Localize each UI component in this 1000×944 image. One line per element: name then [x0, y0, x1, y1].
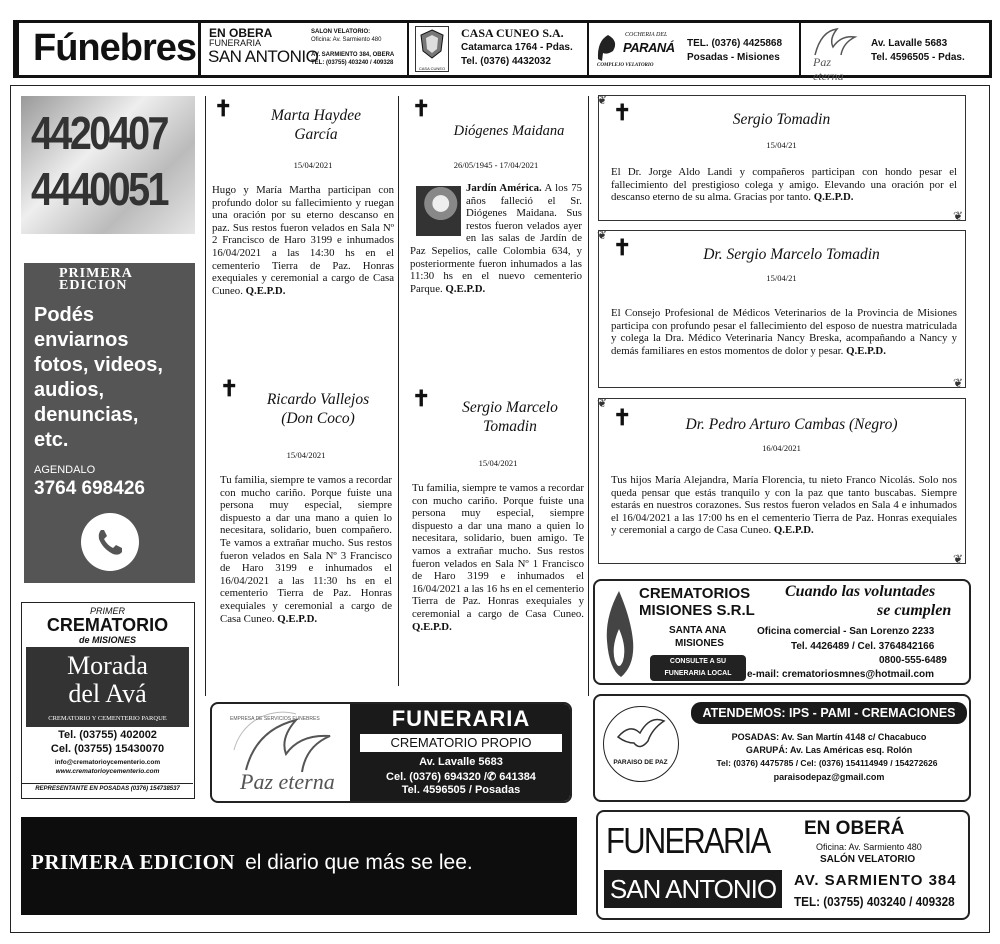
obituary-body: Jardín América. A los 75 años falleció el Sr. Diógenes Maidana. Sus restos fueron velados ayer en las salas de Jardín de Paz Sepelios, calle Colombia 634, y posteriormente fueron inhumados a las 11:30 hs en el nuevo cementerio Parque. Q.E.P.D. — [410, 182, 583, 295]
cross-icon: ✝ — [613, 235, 632, 260]
column-divider — [398, 96, 399, 686]
obituary-body: Tu familia, siempre te vamos a recordar con mucho cariño. Porque fuiste una persona muy especial, siempre dispuesto a dar una mano a quien lo necesitara, solidario, buen compañero. Te vamos a extrañar mucho. Sus restos fueron velados en Sala Nº 3 Francisco de Haro 3199 e inhumados el 16/04/2021 a las 11:30 hs en el cementerio Tierra de Paz. Honras exequiales y ceremonial a cargo de Casa Cuneo. Q.E.P.D. — [220, 474, 392, 625]
funeraria-tel: Tel. 4596505 / Posadas — [401, 784, 521, 796]
primera-banner-text — [31, 850, 473, 875]
cuneo-seal-icon — [415, 26, 449, 72]
parana-logo-sub: COMPLEJO VELATORIO — [597, 63, 654, 68]
morada-name-2: del Avá — [68, 679, 147, 708]
paraiso-de-paz-ad[interactable] — [593, 694, 971, 802]
obituary-sergio-marcelo — [412, 388, 584, 633]
obituary-name: Ricardo Vallejos (Don Coco) — [266, 391, 370, 427]
paraiso-logo-text: PARAISO DE PAZ — [613, 759, 668, 766]
paz-eterna-logo-text: Paz eterna — [240, 769, 335, 794]
san-antonio-small4: TEL: (03755) 403240 / 409328 — [311, 60, 394, 66]
cross-icon: ✝ — [220, 376, 239, 401]
paraiso-email: paraisodepaz@gmail.com — [773, 772, 885, 782]
crematorios-misiones: MISIONES — [675, 638, 724, 649]
crematorios-misiones-ad[interactable] — [593, 579, 971, 685]
boxed-obituary-date: 15/04/21 — [766, 140, 797, 150]
corner-ornament-icon: ❦ — [597, 396, 608, 410]
paraiso-logo-icon — [603, 706, 679, 782]
crematorios-name2: MISIONES S.R.L — [639, 602, 755, 619]
primera-message — [34, 303, 163, 453]
paz-eterna-dove-logo — [226, 710, 346, 798]
morada-crematorio: CREMATORIO — [46, 615, 169, 635]
obituary-name: Sergio Marcelo Tomadin — [462, 399, 558, 435]
paraiso-posadas: POSADAS: Av. San Martín 4148 c/ Chacabuco — [731, 732, 927, 742]
san-antonio-oficina: Oficina: Av. Sarmiento 480 — [816, 842, 922, 852]
crematorios-slogan2: se cumplen — [877, 602, 952, 619]
obituary-diogenes — [410, 98, 582, 295]
primera-message-line: denuncias, — [34, 404, 139, 426]
obituary-date: 15/04/2021 — [293, 160, 333, 170]
paz-eterna-address: Av. Lavalle 5683 — [871, 38, 948, 49]
obituary-ricardo — [220, 378, 392, 625]
cross-icon: ✝ — [412, 96, 431, 121]
obituary-date: 26/05/1945 - 17/04/2021 — [453, 160, 539, 170]
cuneo-name: CASA CUNEO S.A. — [461, 26, 564, 40]
boxed-obituary-body: El Dr. Jorge Aldo Landi y compañeros participan con hondo pesar el fallecimiento del prestigioso colega y amigo. Elevando una oración por el descanso eterno de su alma. Gracias por tanto. Q.E.P.D. — [611, 166, 957, 204]
primera-banner-brand: PRIMERA EDICION — [31, 850, 236, 874]
san-antonio-address: AV. SARMIENTO 384 — [794, 872, 957, 889]
boxed-obituary-date: 15/04/21 — [766, 273, 797, 283]
obituary-name: Marta Haydee García — [271, 107, 361, 143]
parana-city: Posadas - Misiones — [687, 52, 780, 63]
san-antonio-big-ad[interactable] — [596, 810, 970, 920]
obituary-date: 15/04/2021 — [478, 458, 518, 468]
section-title-box — [13, 20, 198, 78]
corner-ornament-icon: ❦ — [953, 376, 964, 390]
crematorios-tel: Tel. 4426489 / Cel. 3764842166 — [791, 641, 935, 652]
san-antonio-name: SAN ANTONIO — [604, 870, 782, 908]
morada-name-1: Morada — [67, 651, 148, 680]
san-antonio-small3: AV. SARMIENTO 384, OBERA — [311, 52, 395, 58]
column-divider — [205, 96, 206, 696]
obituary-date: 15/04/2021 — [286, 450, 326, 460]
primera-message-line: Podés — [34, 304, 95, 326]
obituary-body: Tu familia, siempre te vamos a recordar con mucho cariño. Porque fuiste una persona muy especial, siempre dispuesto a dar una mano a quien lo necesitara, solidario, buen amigo. Te vamos a extrañar mucho. Sus restos fueron velados en Sala Nº 1 Francisco de Haro 3199 e inhumados el 16/04/2021 a las 16 hs en el cementerio Tierra de Paz. Honras exequiales y ceremonial a cargo de Casa Cuneo. Q.E.P.D. — [412, 482, 584, 633]
morada-email: info@crematorioycementerio.com — [54, 759, 161, 766]
primera-logo-bottom: EDICION — [59, 278, 128, 293]
cross-icon: ✝ — [613, 100, 632, 125]
cuneo-address: Catamarca 1764 - Pdas. — [461, 42, 573, 53]
crematorios-santa-ana: SANTA ANA — [669, 625, 727, 636]
paraiso-garupa: GARUPÁ: Av. Las Américas esq. Rolón — [745, 745, 913, 755]
parana-logo-small: COCHERIA DEL — [625, 32, 668, 38]
boxed-obituary-body: Tus hijos María Alejandra, María Florencia, tu nieto Franco Nicolás. Solo nos queda pensar que estás tranquilo y con la paz que tanto buscabas. Siempre estarás en nuestros corazones. Sus restos fueron velados en Sala 4 e inhumados el 16/04/2021 a las 17:00 hs en el cementerio Tierra de Paz. Honras exequiales y ceremonial a cargo de Casa Cuneo. Q.E.P.D. — [611, 474, 957, 537]
boxed-obituary-date: 16/04/2021 — [762, 443, 801, 453]
header-ad-parana[interactable] — [589, 23, 801, 75]
crematorios-slogan1: Cuando las voluntades — [785, 583, 936, 600]
san-antonio-tel: TEL: (03755) 403240 / 409328 — [794, 894, 955, 909]
whatsapp-icon — [81, 513, 139, 571]
parana-logo-big: PARANÁ — [623, 40, 675, 55]
consulte-badge: CONSULTE A SU FUNERARIA LOCAL — [650, 655, 746, 681]
phones-ad[interactable] — [21, 96, 195, 234]
header-ad-cuneo[interactable] — [409, 23, 589, 75]
boxed-obituary-name: Dr. Pedro Arturo Cambas (Negro) — [685, 416, 898, 433]
obituary-photo — [416, 186, 461, 236]
morada-ava-ad[interactable] — [21, 602, 195, 799]
flame-icon — [601, 589, 637, 684]
corner-ornament-icon: ❦ — [953, 552, 964, 566]
header-ad-bar — [198, 20, 992, 83]
boxed-obituary-body: El Consejo Profesional de Médicos Veterinarios de la Provincia de Misiones participa con profundo pesar el fallecimiento del esposo de nuestra matriculada y colega la Dra. Médico Veterinaria Nancy Breska, acompañando a Nancy y demás familiares en estos momentos de dolor y pesar. Q.E.P.D. — [611, 307, 957, 357]
morada-tel1: Tel. (03755) 402002 — [58, 729, 157, 741]
funeraria-paz-eterna-ad[interactable] — [210, 702, 572, 803]
primera-message-line: fotos, videos, — [34, 354, 163, 376]
morada-web: www.crematorioycementerio.com — [55, 768, 160, 775]
san-antonio-small2: Oficina: Av. Sarmiento 480 — [311, 37, 382, 43]
column-divider — [588, 96, 589, 696]
primera-logo — [59, 268, 133, 292]
agendalo-label: AGENDALO — [34, 464, 96, 476]
paraiso-tel: Tel: (0376) 4475785 / Cel: (0376) 154114949 / 154272626 — [716, 758, 938, 768]
phone-number-2: 4440051 — [31, 163, 167, 215]
primera-edicion-banner[interactable] — [21, 817, 577, 915]
paraiso-banner: ATENDEMOS: IPS - PAMI - CREMACIONES — [691, 702, 967, 724]
san-antonio-line1: EN OBERA — [209, 26, 273, 40]
obituary-body-wrap — [410, 182, 582, 295]
funeraria-cel: Cel. (0376) 694320 /✆ 641384 — [386, 771, 536, 783]
boxed-obituary-name: Sergio Tomadin — [732, 111, 831, 128]
obituary-body: Hugo y María Martha participan con profundo dolor su fallecimiento y ruegan una oración por su eterno descanso en paz. Sus restos fueron velados en Sala Nº 2 Francisco de Haro 3199 e inhumados 16/04/2021 a las 14:30 hs en el cementerio Tierra de Paz. Honras exequiales y ceremonial a cargo de Casa Cuneo. Q.E.P.D. — [212, 184, 394, 297]
boxed-obituary-sergio — [598, 95, 966, 221]
boxed-obituary-pedro — [598, 398, 966, 564]
crematorios-email: e-mail: crematoriosmnes@hotmail.com — [747, 669, 935, 680]
san-antonio-salon: SALÓN VELATORIO — [820, 854, 916, 865]
primera-logo-top: PRIMERA — [59, 266, 133, 281]
obituary-marta — [212, 98, 394, 297]
crematorio-propio: CREMATORIO PROPIO — [360, 734, 562, 752]
morada-dark-box — [26, 647, 189, 727]
corner-ornament-icon: ❦ — [953, 209, 964, 223]
whatsapp-number: 3764 698426 — [34, 478, 145, 499]
san-antonio-line3: SAN ANTONIO — [208, 47, 319, 66]
san-antonio-en-obera: EN OBERÁ — [804, 818, 905, 839]
obituary-name: Diógenes Maidana — [453, 123, 565, 139]
parana-tel: TEL. (0376) 4425868 — [687, 38, 783, 49]
phone-number-1: 4420407 — [31, 107, 167, 159]
corner-ornament-icon: ❦ — [597, 93, 608, 107]
paz-eterna-logo-icon — [807, 25, 863, 83]
header-ad-san-antonio[interactable] — [201, 23, 409, 75]
paz-eterna-logo-text: Paz eterna — [813, 55, 844, 83]
morada-primer: PRIMER — [89, 606, 125, 616]
funeraria-dark-panel — [350, 704, 572, 801]
cross-icon: ✝ — [214, 96, 233, 121]
cross-icon: ✝ — [613, 405, 632, 430]
boxed-obituary-name: Dr. Sergio Marcelo Tomadin — [703, 246, 880, 263]
paz-eterna-tel: Tel. 4596505 - Pdas. — [871, 52, 965, 63]
crematorios-free-number: 0800-555-6489 — [879, 655, 947, 666]
crematorios-oficina: Oficina comercial - San Lorenzo 2233 — [757, 626, 935, 637]
crematorios-name1: CREMATORIOS — [639, 585, 751, 602]
header-ad-paz-eterna[interactable] — [801, 23, 989, 83]
san-antonio-line2: FUNERARIA — [209, 38, 262, 48]
morada-de-misiones: de MISIONES — [78, 635, 136, 645]
section-title: Fúnebres — [33, 27, 197, 69]
primera-message-line: audios, — [34, 379, 105, 401]
primera-message-line: enviarnos — [34, 329, 129, 351]
morada-subtitle: CREMATORIO Y CEMENTERIO PARQUE — [48, 715, 167, 722]
cuneo-tel: Tel. (0376) 4432032 — [461, 56, 551, 67]
primera-banner-slogan: el diario que más se lee. — [245, 851, 473, 874]
corner-ornament-icon: ❦ — [597, 228, 608, 242]
paz-eterna-arc-text: EMPRESA DE SERVICIOS FUNEBRES — [230, 716, 320, 722]
funeraria-title: FUNERARIA — [391, 706, 531, 731]
morada-rep: REPRESENTANTE EN POSADAS (0376) 154738537 — [22, 783, 193, 792]
san-antonio-small1: SALON VELATORIO: — [311, 29, 371, 35]
primera-message-line: etc. — [34, 429, 69, 451]
cross-icon: ✝ — [412, 386, 431, 411]
san-antonio-funeraria: FUNERARIA — [606, 820, 770, 861]
primera-whatsapp-ad[interactable] — [24, 263, 195, 583]
morada-tel2: Cel. (03755) 15430070 — [50, 743, 165, 755]
funeraria-address: Av. Lavalle 5683 — [419, 756, 503, 768]
boxed-obituary-sergio-marcelo — [598, 230, 966, 388]
cuneo-seal-text: CASA CUNEO — [418, 66, 446, 71]
